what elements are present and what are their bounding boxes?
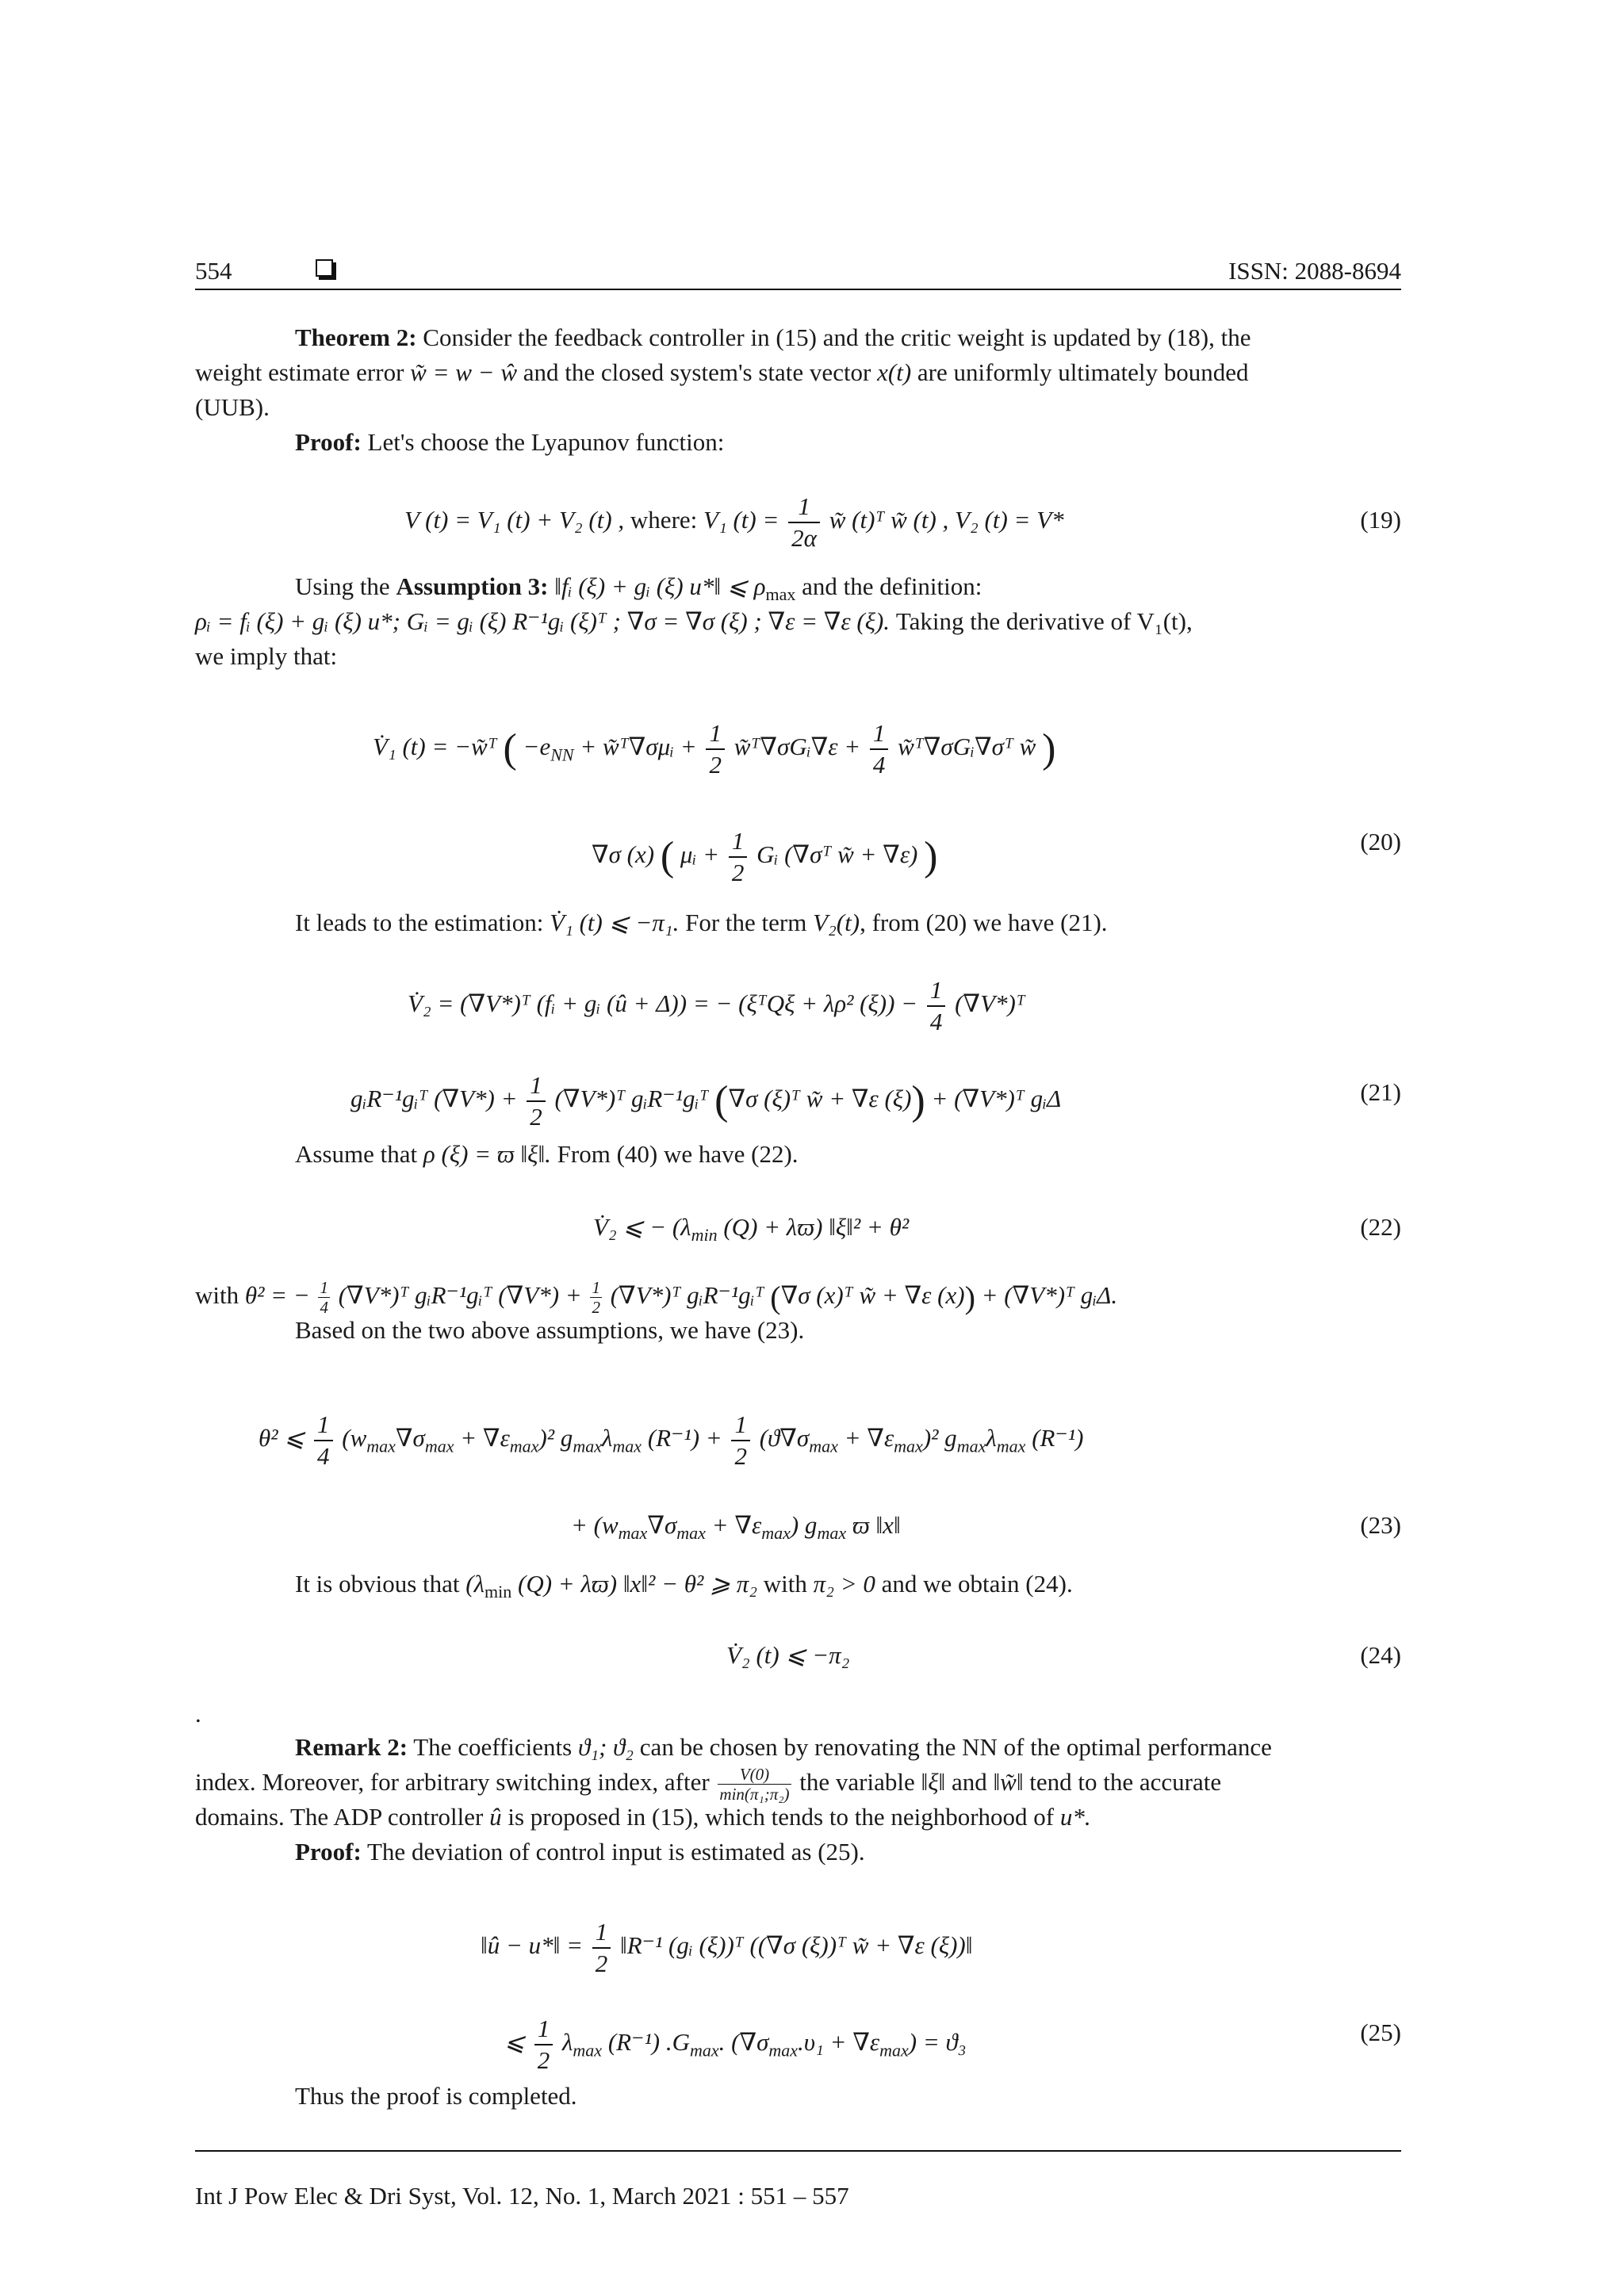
equation-22: V̇₂ ⩽ − ($\lambda_{min}$ (Q) + λϖ) ‖ξ‖² + θ² [593, 1213, 910, 1246]
footer-citation: Int J Pow Elec & Dri Syst, Vol. 12, No. 1, March 2021 : 551 – 557 [195, 2182, 849, 2210]
remark-line-1: Remark 2: The coefficients ϑ₁; ϑ₂ can be chosen by renovating the NN of the optimal performance [295, 1733, 1272, 1761]
remark-line-2: index. Moreover, for arbitrary switching index, after V(0) min(π₁;π₂) the variable ‖ξ‖ and ‖w̃‖ tend to the accurate [195, 1765, 1222, 1804]
equation-number-22: (22) [1360, 1213, 1401, 1241]
equation-24: V̇₂ (t) ⩽ −π₂ [726, 1641, 850, 1669]
equation-number-25: (25) [1360, 2019, 1401, 2046]
equation-number-24: (24) [1360, 1641, 1401, 1669]
based-line: Based on the two above assumptions, we have (23). [295, 1316, 805, 1344]
equation-20-line-2: ∇σ (x) ( μᵢ + $\frac{1}{2}$ Gᵢ (∇σᵀ w̃ + ∇ε) ) [592, 827, 938, 886]
equation-number-23: (23) [1360, 1511, 1401, 1539]
equation-23-line-2: + $(w_{max}\nabla\sigma_{max} + \nabla\varepsilon_{max})$ $g_{max}$ ϖ ‖x‖ [571, 1511, 901, 1544]
remark-line-3: domains. The ADP controller û is proposed in (15), which tends to the neighborhood of u*. [195, 1803, 1091, 1831]
square-bullet-icon [316, 259, 333, 277]
thus-line: Thus the proof is completed. [295, 2082, 577, 2110]
theorem-line-3: (UUB). [195, 393, 270, 421]
theorem-line-2: weight estimate error w̃ = w − ŵ and the closed system's state vector x(t) are uniformly ultimately bounded [195, 358, 1249, 386]
assumption-line: Using the Assumption 3: ‖fᵢ (ξ) + gᵢ (ξ) u*‖ ⩽ $\rho_{max}$ and the definition: [295, 572, 982, 605]
leads-line: It leads to the estimation: V̇₁ (t) ⩽ −π₁. For the term V₂(t), from (20) we have (21). [295, 909, 1108, 936]
equation-number-21: (21) [1360, 1078, 1401, 1106]
assume-line: Assume that ρ (ξ) = ϖ ‖ξ‖. From (40) we have (22). [295, 1140, 799, 1168]
footer-rule [195, 2150, 1401, 2152]
equation-19: V (t) = V₁ (t) + V₂ (t) , where: V₁ (t) = $\frac{1}{2\alpha}$ w̃ (t)ᵀ w̃ (t) , V₂ (t) = V* [404, 492, 1064, 552]
equation-21-line-1: V̇₂ = (∇V*)ᵀ (fᵢ + gᵢ (û + Δ)) = − (ξᵀQξ + λρ² (ξ)) − $\frac{1}{4}$ (∇V*)ᵀ [408, 976, 1025, 1035]
equation-20-line-1: V̇₁ (t) = −w̃ᵀ ( $-e_{NN}$ + w̃ᵀ∇σμᵢ + $\frac{1}{2}$ w̃ᵀ∇σGᵢ∇ε + $\frac{1}{4}$ w̃ᵀ∇σGᵢ∇σᵀ w̃ ) [373, 719, 1056, 779]
equation-21-line-2: gᵢR⁻¹gᵢᵀ (∇V*) + $\frac{1}{2}$ (∇V*)ᵀ gᵢR⁻¹gᵢᵀ (∇σ (ξ)ᵀ w̃ + ∇ε (ξ)) + (∇V*)ᵀ gᵢΔ [350, 1071, 1062, 1131]
header-rule [195, 289, 1401, 290]
imply-line: we imply that: [195, 642, 338, 670]
stray-dot: . [195, 1700, 201, 1728]
equation-25-line-2: ⩽ $\frac{1}{2}$ $\lambda_{max}$ (R⁻¹) $.G_{max}$. $(\nabla\sigma_{max}.\upsilon_1 + \nabla\varepsilon_{max}) = ϑ_3$ [504, 2015, 967, 2074]
equation-number-19: (19) [1360, 506, 1401, 534]
equation-25-line-1: ‖û − u*‖ = $\frac{1}{2}$ ‖R⁻¹ (gᵢ (ξ))ᵀ ((∇σ (ξ))ᵀ w̃ + ∇ε (ξ))‖ [481, 1918, 973, 1977]
with-line: with θ² = − $\frac{1}{4}$ (∇V*)ᵀ gᵢR⁻¹gᵢᵀ (∇V*) + $\frac{1}{2}$ (∇V*)ᵀ gᵢR⁻¹gᵢᵀ (∇σ (x)ᵀ w̃ + ∇ε (x)) + (∇V*)ᵀ gᵢΔ. [195, 1278, 1118, 1318]
equation-number-20: (20) [1360, 828, 1401, 855]
proof-1: Proof: Let's choose the Lyapunov function: [295, 428, 725, 456]
issn-header: ISSN: 2088-8694 [1228, 257, 1401, 285]
equation-23-line-1: θ² ⩽ $\frac{1}{4}$ $(w_{max}\nabla\sigma_{max} + \nabla\varepsilon_{max})^2$ $g_{max}\lambda_{max}$ (R⁻¹) + $\frac{1}{2}$ $(ϑ\nabla\sigma_{max} + \nabla\varepsilon_{max})^2$ $g_{max}\lambda_{max}$ (R⁻¹) [259, 1410, 1084, 1470]
page-number: 554 [195, 257, 232, 285]
obvious-line: It is obvious that ($\lambda_{min}$ (Q) + λϖ) ‖x‖² − θ² ⩾ π₂ with π₂ > 0 and we obtain (24). [295, 1570, 1073, 1602]
proof-2: Proof: The deviation of control input is estimated as (25). [295, 1838, 865, 1866]
definition-line: ρᵢ = fᵢ (ξ) + gᵢ (ξ) u*; Gᵢ = gᵢ (ξ) R⁻¹gᵢ (ξ)ᵀ ; ∇σ = ∇σ (ξ) ; ∇ε = ∇ε (ξ). Taking the derivative of V₁(t), [195, 607, 1193, 635]
theorem-line-1: Theorem 2: Consider the feedback controller in (15) and the critic weight is updated by (18), the [295, 323, 1251, 351]
